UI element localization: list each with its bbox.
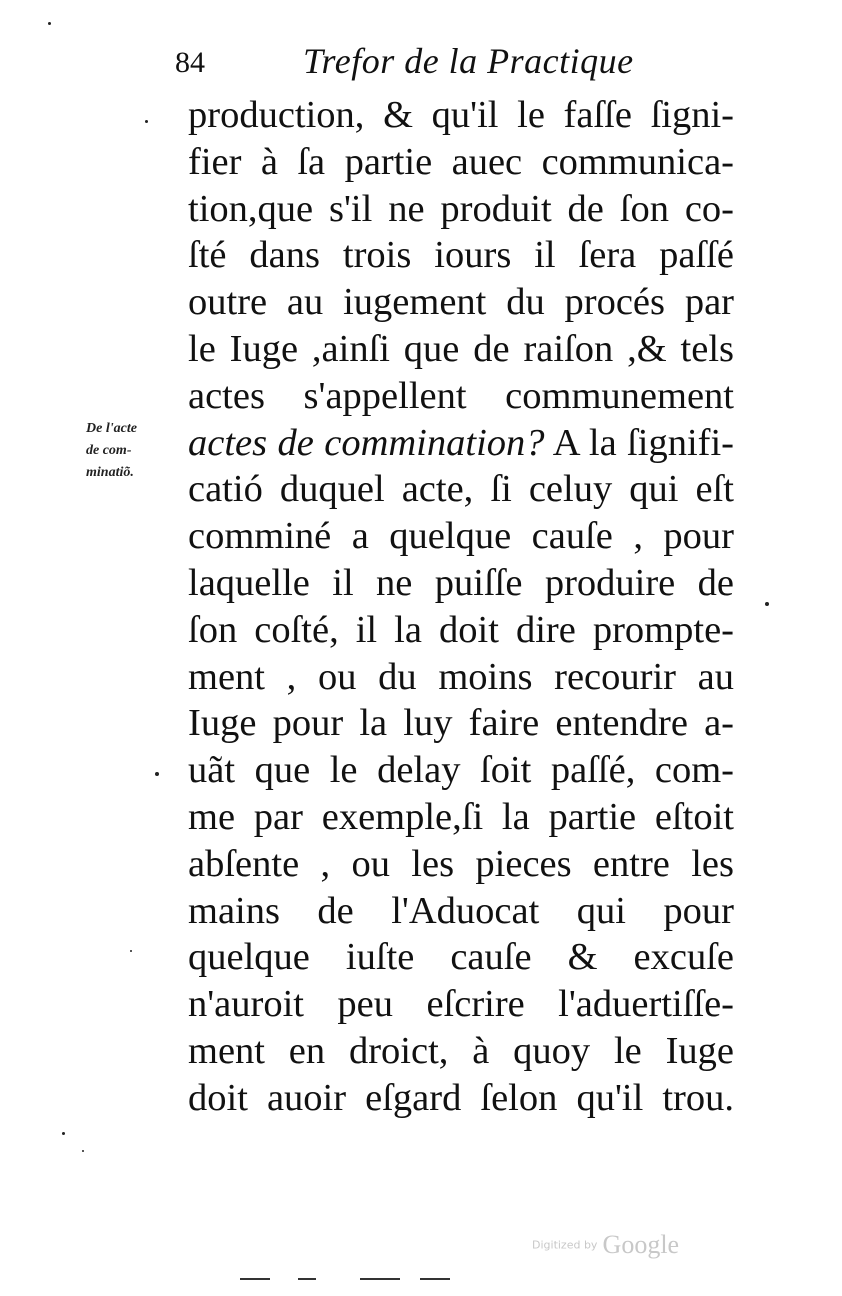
digitized-watermark [532, 1230, 679, 1260]
margin-note-line: de com- [86, 443, 132, 458]
scan-dash [240, 1278, 270, 1280]
page-header [175, 40, 735, 92]
text-line: production, & qu'il le faſſe ſigni- [188, 94, 734, 136]
text-line: abſente , ou les pieces entre les [188, 842, 734, 885]
text-line: ſté dans trois iours il ſera paſſé [188, 234, 734, 277]
google-logo: Google [602, 1230, 680, 1259]
running-title: Trefor de la Practique [303, 41, 634, 81]
text-line: laquelle il ne puiſſe produire de [188, 561, 734, 604]
scan-speck [82, 1150, 84, 1152]
scan-dash [420, 1278, 450, 1280]
text-line: actes de commination? A la ſignifi- [188, 421, 734, 464]
scan-speck [145, 120, 148, 123]
scan-speck [62, 1132, 65, 1135]
scan-speck [130, 950, 132, 952]
margin-note [86, 418, 186, 484]
text-line: le Iuge ,ainſi que de raiſon ,& tels [188, 327, 734, 370]
text-line: actes s'appellent communement [188, 374, 734, 417]
margin-note-line: De l'acte [86, 421, 137, 436]
text-line: mains de l'Aduocat qui pour [188, 889, 734, 932]
italic-term: actes de commination? [188, 421, 545, 464]
text-line: catió duquel acte, ſi celuy qui eſt [188, 468, 734, 511]
text-line: uãt que le delay ſoit paſſé, com- [188, 749, 734, 792]
text-line: ment , ou du moins recourir au [188, 655, 734, 698]
body-text [188, 92, 734, 1122]
scan-speck [155, 772, 159, 776]
text-line: comminé a quelque cauſe , pour [188, 515, 734, 558]
text-line: ſon coſté, il la doit dire prompte- [188, 608, 734, 651]
text-line: fier à ſa partie auec communica- [188, 140, 734, 183]
scan-speck [48, 22, 51, 25]
text-line: tion,que s'il ne produit de ſon co- [188, 187, 734, 230]
scan-speck [765, 602, 769, 606]
scan-dash [360, 1278, 400, 1280]
text-line: n'auroit peu eſcrire l'aduertiſſe- [188, 983, 734, 1026]
scan-dash [298, 1278, 316, 1280]
text-line: Iuge pour la luy faire entendre a- [188, 702, 734, 745]
text-line: outre au iugement du procés par [188, 281, 734, 324]
text-line: ment en droict, à quoy le Iuge [188, 1029, 734, 1072]
text-line: me par exemple,ſi la partie eſtoit [188, 795, 734, 838]
text-line: doit auoir eſgard ſelon qu'il trou. [188, 1076, 734, 1119]
text-line: quelque iuſte cauſe & excuſe [188, 936, 734, 979]
watermark-prefix: Digitized by [532, 1238, 598, 1252]
margin-note-line: minatiõ. [86, 465, 134, 480]
page-number: 84 [175, 46, 205, 79]
